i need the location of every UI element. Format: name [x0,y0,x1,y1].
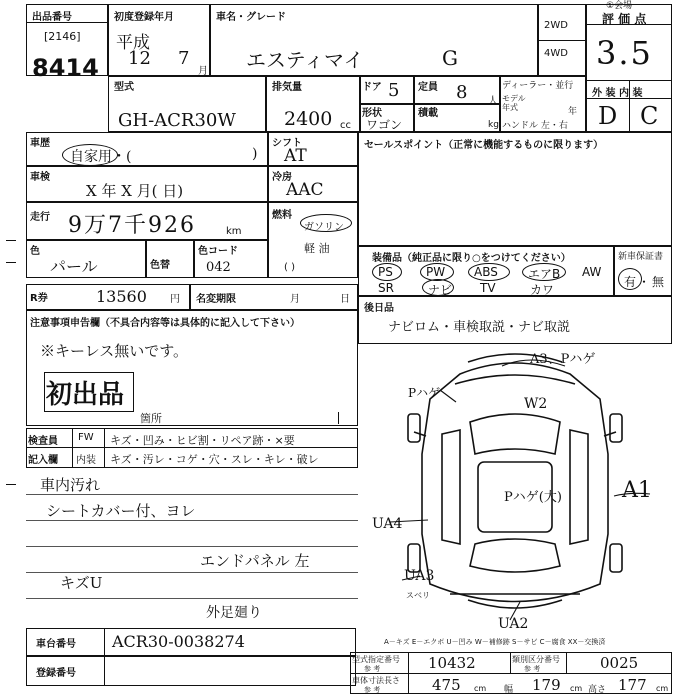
equipment-label: 装備品（純正品に限り○をつけてください） [372,253,571,264]
ref-label-3: 参 考 [364,686,381,694]
capacity: 8 [456,82,468,103]
mark-slip: スベリ [406,591,430,600]
comment-2: シートカバー付、ヨレ [46,502,196,520]
height: 177 [618,676,647,694]
person-unit: 人 [488,96,498,107]
notes-location-label: 箇所 [140,412,162,425]
warranty-sep: ・ [638,275,651,289]
kg-unit: kg [488,120,499,130]
recycle-label: R券 [30,293,48,304]
ref-label-2: 参 考 [524,665,541,673]
height-cm: cm [656,684,669,693]
chassis-label: 車台番号 [36,639,76,650]
mileage: 9万7千926 [68,213,196,238]
first-listing-box [44,372,134,412]
inspector-row2: キズ・汚レ・コゲ・穴・スレ・キレ・破レ [110,453,319,466]
ac-label: 冷房 [272,172,292,183]
equip-airbag: エアB [528,267,561,281]
ext-grade: D [598,102,618,130]
door-label: ドア [362,82,382,93]
km-unit: km [226,226,242,237]
comment-4: キズU [60,574,103,592]
inspection: X 年 X 月( 日) [86,182,184,200]
color: パール [50,257,98,276]
warranty-yes: 有 [624,275,637,289]
ac: AAC [286,180,324,200]
inspector-fw: FW [78,432,94,443]
height-label: 高さ [588,685,607,695]
name-change-label: 名変期限 [196,294,236,305]
shift-label: シフト [272,138,302,149]
warranty-no: 無 [652,275,665,289]
month-unit: 月 [198,66,208,77]
sales-label: セールスポイント（正常に機能するものに限ります） [364,140,604,151]
inspector-label1: 検査員 [28,436,58,447]
lot-code: [2146] [44,30,81,43]
car-name: エスティマイ [246,48,364,72]
drive-4wd: 4WD [544,48,568,59]
circle-navi [422,279,454,296]
shift: AT [284,146,307,166]
class: 0025 [600,654,639,672]
length: 475 [432,676,461,694]
equip-pw: PW [426,265,446,279]
notes-text: ※キーレス無いです。 [40,342,189,360]
width: 179 [532,676,561,694]
length-cm: cm [474,684,487,693]
type-cert: 10432 [428,654,476,672]
color-code-label: 色コード [198,246,238,257]
model-year-label: モデル年式 [502,94,526,112]
mark-ua4: UA4 [372,516,403,532]
lot-label: 出品番号 [32,12,72,23]
recycle-yen: 円 [170,294,180,305]
warranty-label: 新車保証書 [618,252,664,262]
equip-tv: TV [480,281,496,295]
width-cm: cm [570,684,583,693]
model-label: 型式 [114,82,134,93]
top-stamp: ①会場 [606,1,633,11]
gas-circle [300,214,352,232]
equip-sr: SR [378,281,394,295]
fuel-label: 燃料 [272,210,292,221]
equip-leather: カワ [530,283,555,297]
history-close: ) [252,146,258,162]
comment-5: 外足廻り [206,605,262,621]
name-change-day: 日 [340,294,350,305]
equip-abs: ABS [474,265,498,279]
mark-ua3: UA3 [404,568,435,584]
drive-2wd: 2WD [544,20,568,31]
comment-1: 車内汚れ [40,476,101,494]
rating-value: 3.5 [596,34,653,72]
reg-label: 登録番号 [36,668,76,679]
ext-int-label: 外 装 内 装 [592,88,643,99]
history-box [26,132,268,166]
fuel-diesel: 軽 油 [304,242,330,255]
equip-navi: ナビ [428,283,453,297]
history-label: 車歴 [30,138,50,149]
mark-p-large: Pハゲ(大) [504,490,562,505]
margin-mark [6,240,16,241]
ref-label-1: 参 考 [364,665,381,673]
first-listing: 初出品 [46,380,125,410]
mark-a3-p: A3、Pハゲ [530,352,596,367]
class-label: 類別区分番号 [512,655,560,664]
first-reg-label: 初度登録年月 [114,12,174,23]
fuel-gas: ガソリン [304,222,344,233]
margin-mark [6,262,16,263]
circle-airbag [522,263,566,281]
inspector-interior: 内装 [76,455,96,466]
mark-w2: W2 [524,396,548,412]
circle-ps [372,263,402,281]
displacement: 2400 [284,108,333,130]
rating-label: 評 価 点 [602,12,647,26]
chassis: ACR30-0038274 [112,632,245,651]
model: GH-ACR30W [118,110,236,131]
margin-mark [6,484,16,485]
year-unit: 年 [568,107,578,117]
length-label: 車体寸法長さ [352,676,400,685]
name-change-month: 月 [290,294,300,305]
capacity-label: 定員 [418,82,438,93]
mark-a1: A1 [622,478,652,503]
aftermarket-text: ナビロム・車検取説・ナビ取説 [388,320,571,335]
inspector-row1: キズ・凹み・ヒビ割・リペア跡・×要 [110,434,295,447]
shape: ワゴン [366,118,403,132]
displacement-label: 排気量 [272,82,302,93]
mark-ua2: UA2 [498,616,529,632]
recycle-value: 13560 [96,287,147,306]
doors: 5 [388,80,400,101]
shape-label: 形状 [362,108,382,119]
car-name-label: 車名・グレード [216,12,286,23]
aftermarket-label: 後日品 [364,303,394,314]
cc-unit: cc [340,120,351,131]
notes-label: 注意事項申告欄（不具合内容等は具体的に記入して下さい） [30,318,300,329]
dealer-label: ディーラー・並行 [502,81,574,91]
mark-p-left: Pハゲ [408,386,441,400]
handle-label: ハンドル 左・右 [502,121,568,131]
width-label: 幅 [504,685,514,695]
first-reg-month: 7 [178,48,190,69]
color-label: 色 [30,246,40,257]
damage-legend: A－キズ E－エクボ U－凹み W－補修跡 S－サビ C－腐食 XX－交換済 [384,638,606,646]
circle-abs [468,263,510,281]
history-value: 自家用・( [70,149,132,165]
private-circle [62,144,118,166]
lot-number: 8414 [32,54,99,82]
grade: G [442,46,458,70]
int-grade: C [640,102,659,130]
color-swap-label: 色替 [150,260,170,271]
inspection-label: 車検 [30,172,50,183]
comment-3: エンドパネル 左 [200,552,310,570]
fuel-paren: ( ) [284,262,295,273]
type-cert-label: 型式指定番号 [352,655,400,664]
first-reg-era: 平成 [116,33,150,53]
mileage-label: 走行 [30,212,50,223]
equip-ps: PS [378,265,393,279]
first-reg-year: 12 [128,48,151,69]
color-code: 042 [206,260,231,275]
inspector-label2: 記入欄 [28,455,58,466]
warranty-circle [618,268,642,290]
load-label: 積載 [418,108,438,119]
equip-aw: AW [582,265,602,279]
